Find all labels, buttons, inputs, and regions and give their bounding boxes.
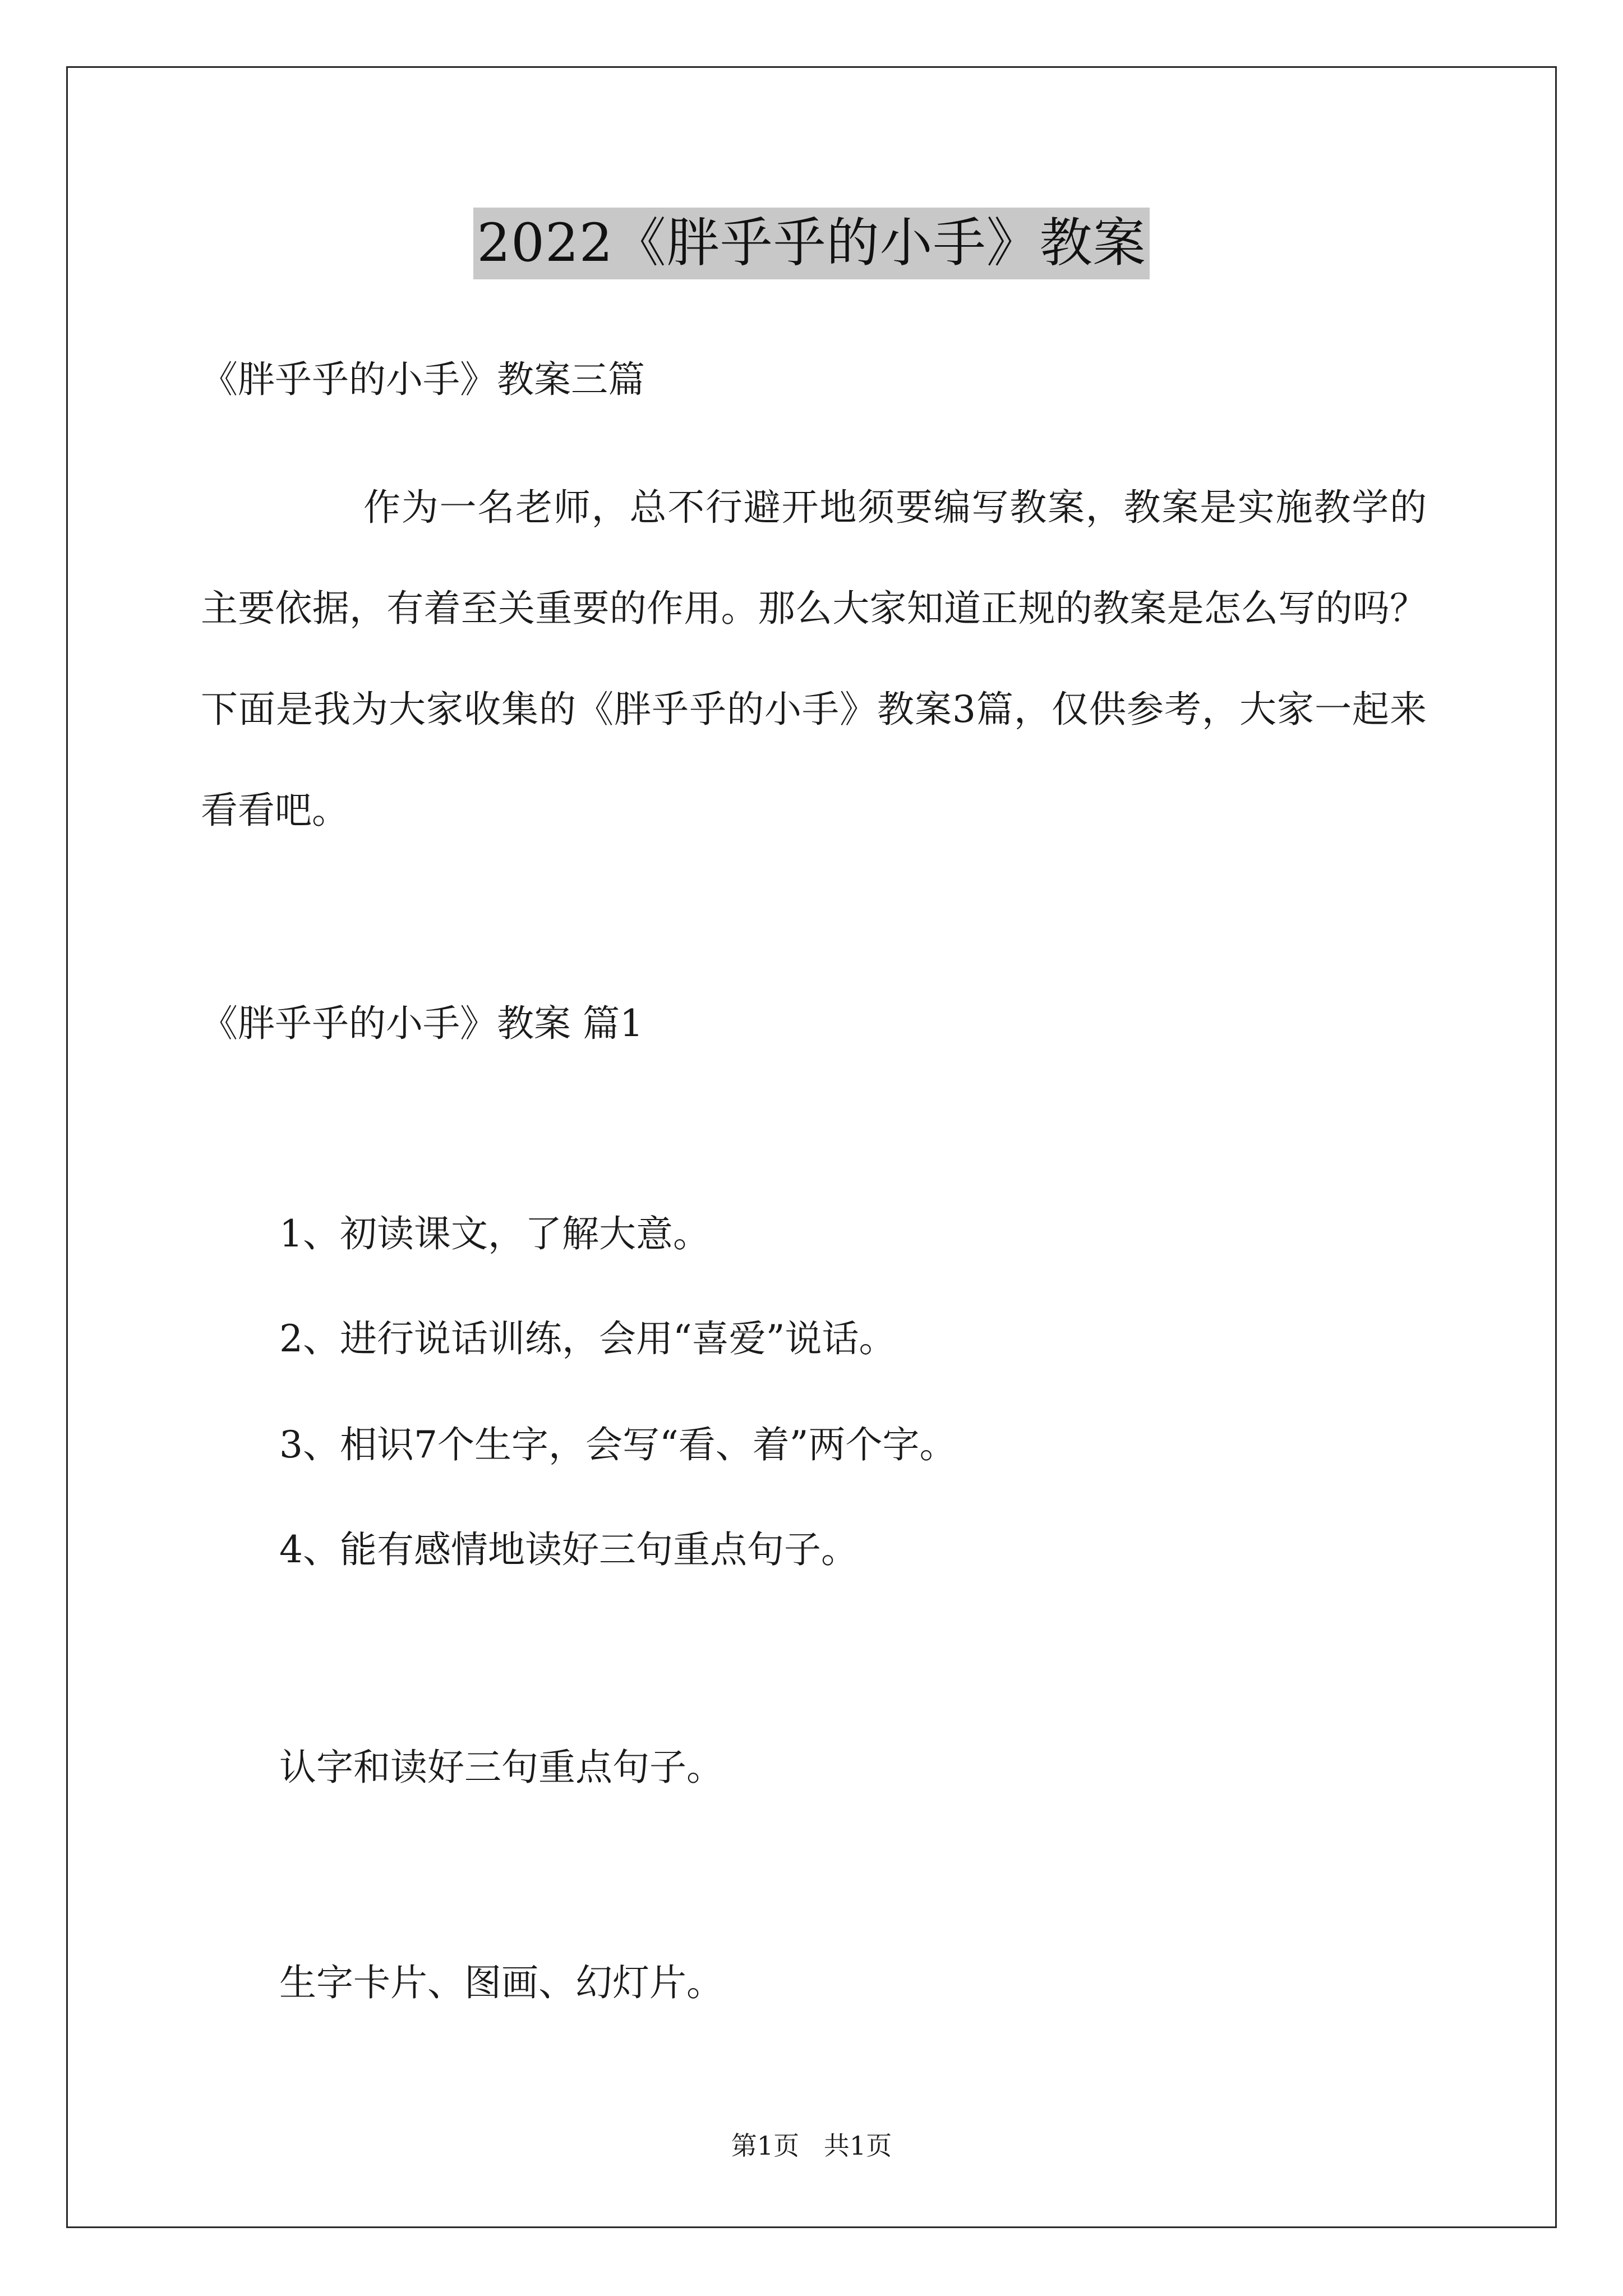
materials-text: 生字卡片、图画、幻灯片。 bbox=[279, 1961, 723, 2004]
document-subtitle: 《胖乎乎的小手》教案三篇 bbox=[201, 358, 645, 401]
objective-item: 2、进行说话训练，会用“喜爱”说话。 bbox=[279, 1317, 896, 1360]
intro-paragraph: 作为一名老师，总不行避开地须要编写教案，教案是实施教学的主要依据，有着至关重要的作用。那么大家知道正规的教案是怎么写的吗？下面是我为大家收集的《胖乎乎的小手》教案3篇，仅供参考，大家一起来看看吧。 bbox=[201, 486, 1427, 832]
objective-item: 3、相识7个生字，会写“看、着”两个字。 bbox=[279, 1423, 957, 1466]
section-heading: 《胖乎乎的小手》教案 篇1 bbox=[201, 1002, 643, 1045]
document-title: 2022《胖乎乎的小手》教案 bbox=[473, 208, 1149, 279]
objective-item: 1、初读课文，了解大意。 bbox=[279, 1212, 710, 1255]
objective-item: 4、能有感情地读好三句重点句子。 bbox=[279, 1528, 858, 1571]
title-container bbox=[0, 208, 1623, 279]
page-number-footer: 第1页 共1页 bbox=[731, 2131, 892, 2161]
key-point-text: 认字和读好三句重点句子。 bbox=[279, 1746, 723, 1789]
